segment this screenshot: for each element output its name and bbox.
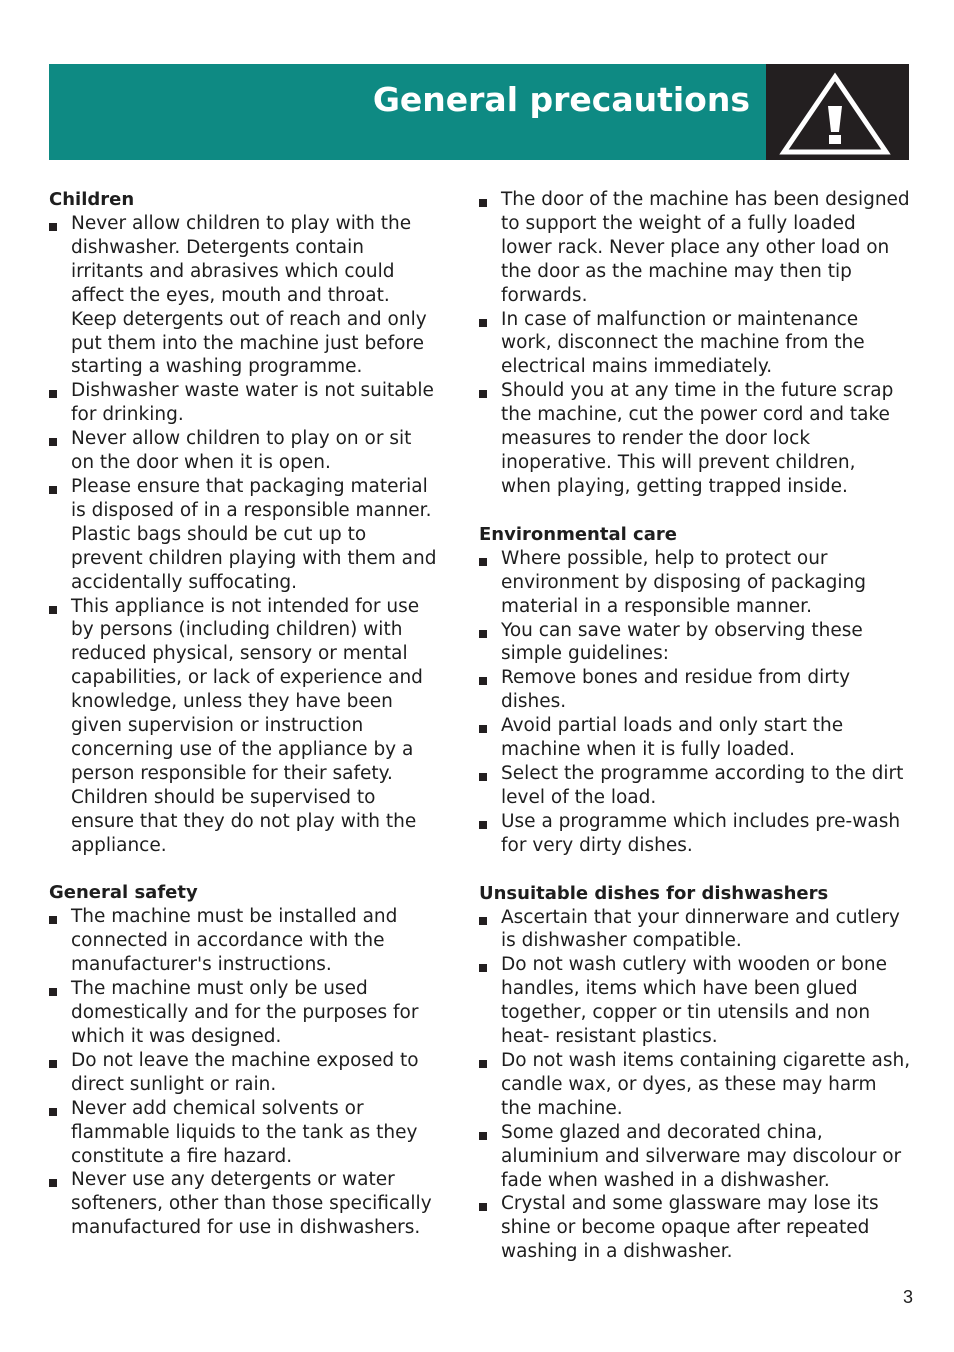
header-bar [49, 64, 766, 160]
list-item: Do not wash items containing cigarette ash, candle wax, or dyes, as these may harm the machine. [479, 1049, 911, 1121]
children-list [49, 212, 439, 857]
section-general-safety [49, 881, 439, 1240]
list-item: The door of the machine has been designed to support the weight of a fully loaded lower rack. Never place any other load on the door as the machine may then tip forwards. [479, 188, 911, 308]
section-general-safety-continued [479, 188, 911, 499]
section-unsuitable-dishes [479, 882, 911, 1265]
list-item: Do not leave the machine exposed to direct sunlight or rain. [49, 1049, 439, 1097]
list-item: Please ensure that packaging material is disposed of in a responsible manner. Plastic bags should be cut up to prevent children playing with them and accidentally suffocating. [49, 475, 439, 595]
warning-icon-box [766, 64, 909, 160]
unsuitable-dishes-list [479, 906, 911, 1265]
list-item: Some glazed and decorated china, aluminium and silverware may discolour or fade when washed in a dishwasher. [479, 1121, 911, 1193]
list-item: Do not wash cutlery with wooden or bone handles, items which have been glued together, copper or tin utensils and non heat- resistant plastics. [479, 953, 911, 1049]
section-children [49, 188, 439, 857]
list-item: Never use any detergents or water softeners, other than those specifically manufactured for use in dishwashers. [49, 1168, 439, 1240]
section-heading-unsuitable-dishes: Unsuitable dishes for dishwashers [479, 882, 829, 904]
section-environmental-care [479, 523, 911, 858]
list-item: This appliance is not intended for use by persons (including children) with reduced physical, sensory or mental capabilities, or lack of experience and knowledge, unless they have been given supervision or instruction concerning use of the appliance by a person responsible for their safety. Children should be supervised to ensure that they do not play with the appliance. [49, 595, 439, 858]
list-item: In case of malfunction or maintenance work, disconnect the machine from the electrical mains immediately. [479, 308, 911, 380]
list-item: Dishwasher waste water is not suitable for drinking. [49, 379, 439, 427]
general-safety-continued-list [479, 188, 911, 499]
list-item: Never allow children to play on or sit on the door when it is open. [49, 427, 439, 475]
list-item: Never add chemical solvents or flammable liquids to the tank as they constitute a fire hazard. [49, 1097, 439, 1169]
right-column [479, 188, 911, 1288]
list-item: Use a programme which includes pre-wash for very dirty dishes. [479, 810, 911, 858]
left-column [49, 188, 439, 1264]
list-item: You can save water by observing these simple guidelines: [479, 619, 911, 667]
list-item: Where possible, help to protect our environment by disposing of packaging material in a responsible manner. [479, 547, 911, 619]
general-safety-list [49, 905, 439, 1240]
list-item: Should you at any time in the future scrap the machine, cut the power cord and take measures to render the door lock inoperative. This will prevent children, when playing, getting trapped inside. [479, 379, 911, 499]
environmental-care-list [479, 547, 911, 858]
list-item: Ascertain that your dinnerware and cutlery is dishwasher compatible. [479, 906, 911, 954]
list-item: The machine must only be used domestically and for the purposes for which it was designed. [49, 977, 439, 1049]
list-item: Never allow children to play with the dishwasher. Detergents contain irritants and abrasives which could affect the eyes, mouth and throat. Keep detergents out of reach and only put them into the machine just before starting a washing programme. [49, 212, 439, 379]
list-item: Crystal and some glassware may lose its shine or become opaque after repeated washing in a dishwasher. [479, 1192, 911, 1264]
section-heading-children: Children [49, 189, 135, 210]
warning-triangle-icon [766, 64, 909, 160]
section-heading-environmental-care: Environmental care [479, 523, 677, 545]
list-item: Remove bones and residue from dirty dishes. [479, 666, 911, 714]
page-number: 3 [903, 1287, 914, 1307]
list-item: Avoid partial loads and only start the machine when it is fully loaded. [479, 714, 911, 762]
list-item: The machine must be installed and connected in accordance with the manufacturer's instructions. [49, 905, 439, 977]
page-title: General precautions [372, 80, 750, 119]
list-item: Select the programme according to the dirt level of the load. [479, 762, 911, 810]
section-heading-general-safety: General safety [49, 882, 198, 904]
